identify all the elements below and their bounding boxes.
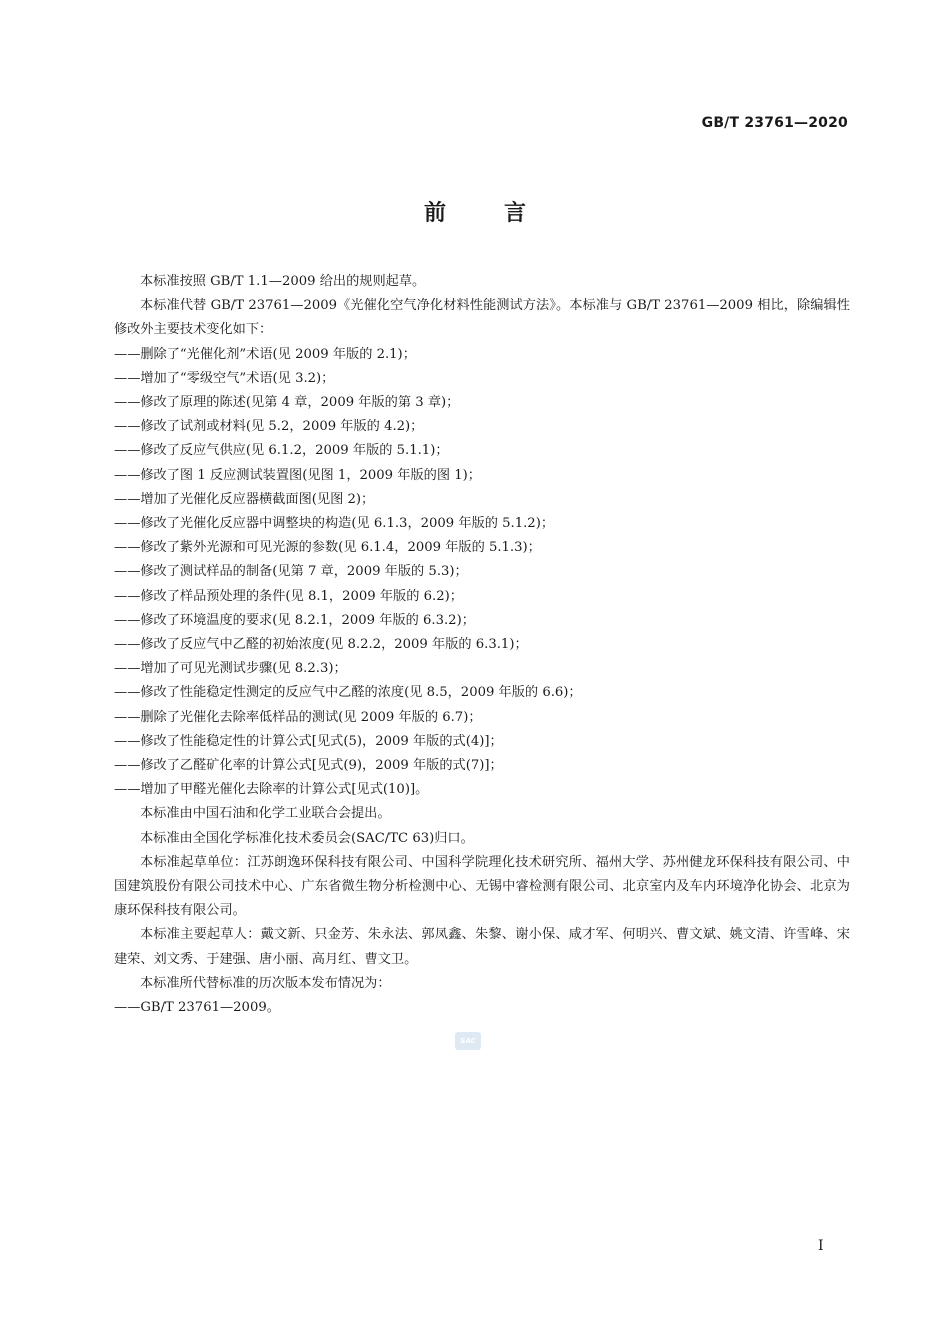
change-item: ——修改了试剂或材料(见 5.2，2009 年版的 4.2)； [114,419,424,435]
intro-paragraph-1: 本标准按照 GB/T 1.1—2009 给出的规则起草。 [140,274,426,289]
change-item: ——修改了乙醛矿化率的计算公式[见式(9)，2009 年版的式(7)]； [114,758,503,774]
change-item: ——修改了原理的陈述(见第 4 章，2009 年版的第 3 章)； [114,395,460,411]
drafting-units-paragraph: 本标准起草单位：江苏朗逸环保科技有限公司、中国科学院理化技术研究所、福州大学、苏州健龙环保科技有限公司、中国建筑股份有限公司技术中心、广东省微生物分析检测中心、无锡中睿检测有限公司、北京室内及车内环境净化协会、北京为康环保科技有限公司。 [114,854,850,919]
history-intro-paragraph: 本标准所代替标准的历次版本发布情况为： [140,975,391,991]
history-item: ——GB/T 23761—2009。 [114,1000,280,1016]
change-item: ——修改了图 1 反应测试装置图(见图 1，2009 年版的图 1)； [114,467,481,483]
intro-paragraph-2: 本标准代替 GB/T 23761—2009《光催化空气净化材料性能测试方法》。本标准与 GB/T 23761—2009 相比，除编辑性修改外主要技术变化如下： [114,298,850,338]
change-item: ——增加了甲醛光催化去除率的计算公式[见式(10)]。 [114,782,429,798]
foreword-body [114,270,850,1020]
sac-watermark-logo: SAC [455,1032,481,1050]
change-item: ——增加了可见光测试步骤(见 8.2.3)； [114,661,347,677]
change-item: ——修改了反应气供应(见 6.1.2，2009 年版的 5.1.1)； [114,443,449,459]
change-item: ——修改了性能稳定性测定的反应气中乙醛的浓度(见 8.5，2009 年版的 6.6)； [114,685,582,701]
change-item: ——删除了“光催化剂”术语(见 2009 年版的 2.1)； [114,346,416,362]
change-item: ——修改了环境温度的要求(见 8.2.1，2009 年版的 6.3.2)； [114,612,475,628]
drafters-paragraph: 本标准主要起草人：戴文新、只金芳、朱永法、郭凤鑫、朱黎、谢小保、咸才军、何明兴、曹文斌、姚文清、许雪峰、宋建荣、刘文秀、于建强、唐小丽、高月红、曹文卫。 [114,927,850,967]
change-item: ——增加了“零级空气”术语(见 3.2)； [114,370,335,386]
change-item: ——删除了光催化去除率低样品的测试(见 2009 年版的 6.7)； [114,709,482,725]
committee-paragraph: 本标准由全国化学标准化技术委员会(SAC/TC 63)归口。 [140,830,474,846]
change-item: ——增加了光催化反应器横截面图(见图 2)； [114,491,375,507]
change-item: ——修改了样品预处理的条件(见 8.1，2009 年版的 6.2)； [114,588,463,604]
change-item: ——修改了光催化反应器中调整块的构造(见 6.1.3，2009 年版的 5.1.2)； [114,516,555,532]
page-title: 前言 [423,201,584,226]
page-number: I [818,1238,824,1254]
change-item: ——修改了测试样品的制备(见第 7 章，2009 年版的 5.3)； [114,564,468,580]
standard-code: GB/T 23761—2020 [701,115,848,131]
change-item: ——修改了性能稳定性的计算公式[见式(5)，2009 年版的式(4)]； [114,733,503,749]
change-item: ——修改了反应气中乙醛的初始浓度(见 8.2.2，2009 年版的 6.3.1)； [114,637,528,653]
proposer-paragraph: 本标准由中国石油和化学工业联合会提出。 [140,806,391,822]
change-item: ——修改了紫外光源和可见光源的参数(见 6.1.4，2009 年版的 5.1.3)； [114,540,541,556]
